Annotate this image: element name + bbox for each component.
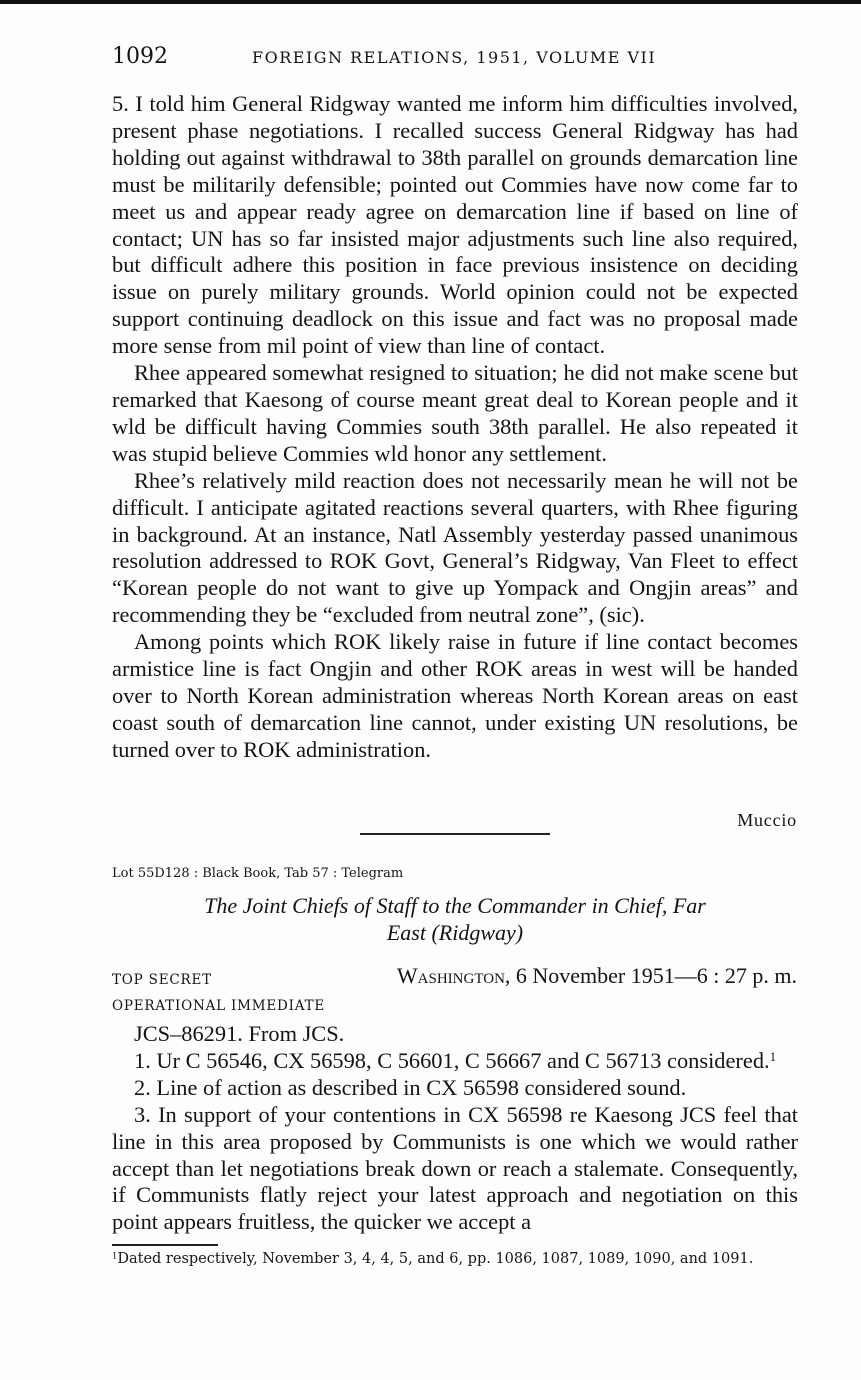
telegram-body: [112, 1021, 798, 1236]
precedence-label: OPERATIONAL IMMEDIATE: [112, 998, 326, 1014]
classification-label: TOP SECRET: [112, 972, 212, 988]
telegram-paragraph-1-text: 1. Ur C 56546, CX 56598, C 56601, C 56667 and C 56713 considered.: [134, 1047, 770, 1073]
paragraph-5: 5. I told him General Ridgway wanted me inform him difficulties involved, present phase negotiations. I recalled success General Ridgway has had holding out against withdrawal to 38th parallel on grounds demarcation line must be militarily defensible; pointed out Commies have now come far to meet us and appear ready agree on demarcation line if based on line of contact; UN has so far insisted major adjustments such line also required, but difficult adhere this position in face previous insistence on deciding issue on purely military grounds. World opinion could not be expected support continuing deadlock on this issue and fact was no proposal made more sense from mil point of view than line of contact.: [112, 91, 798, 359]
dateline-date: , 6 November 1951—6 : 27 p. m.: [504, 963, 797, 988]
source-citation: Lot 55D128 : Black Book, Tab 57 : Telegram: [112, 866, 404, 881]
dateline-place: Washington: [396, 963, 505, 988]
footnote-marker: 1: [112, 1250, 118, 1261]
footnote-reference: 1: [769, 1048, 777, 1064]
telegram-paragraph-3: 3. In support of your contentions in CX 56598 re Kaesong JCS feel that line in this area proposed by Communists is one which we would rather accept than let negotiations break down or reach a stalemate. Consequently, if Communists flatly reject your latest approach and negotiation on this point appears fruitless, the quicker we accept a: [112, 1101, 798, 1235]
document-title: [130, 892, 780, 946]
document-title-line-2: East (Ridgway): [386, 920, 524, 945]
telegram-paragraph-1: [112, 1048, 798, 1075]
page-number: 1092: [112, 44, 168, 69]
paragraph-rhee-reaction: Rhee’s relatively mild reaction does not necessarily mean he will not be difficult. I anticipate agitated reactions several quarters, with Rhee figuring in background. At an instance, Natl Assembly yesterday passed unanimous resolution addressed to ROK Govt, General’s Ridgway, Van Fleet to effect “Korean people do not want to give up Yompack and Ongjin areas” and recommending they be “excluded from neutral zone”, (sic).: [112, 467, 798, 628]
paragraph-rok-points: Among points which ROK likely raise in future if line contact becomes armistice line is fact Ongjin and other ROK areas in west will be handed over to North Korean administration whereas North Korean areas on east coast south of demarcation line cannot, under existing UN resolutions, be turned over to ROK administration.: [112, 629, 798, 762]
document-title-line-1: The Joint Chiefs of Staff to the Commander in Chief, Far: [204, 893, 706, 918]
telegram-header: JCS–86291. From JCS.: [134, 1021, 345, 1046]
running-title: FOREIGN RELATIONS, 1951, VOLUME VII: [252, 48, 657, 67]
signature: Muccio: [737, 810, 797, 830]
dateline: [397, 963, 797, 989]
upper-document-body: [112, 91, 798, 764]
section-divider: [360, 833, 550, 835]
footnote-text: Dated respectively, November 3, 4, 4, 5, and 6, pp. 1086, 1087, 1089, 1090, and 1091.: [117, 1251, 754, 1267]
footnote: [112, 1250, 798, 1269]
footnote-rule: [112, 1244, 218, 1246]
telegram-paragraph-2: 2. Line of action as described in CX 56598 considered sound.: [134, 1074, 687, 1100]
paragraph-rhee-resigned: Rhee appeared somewhat resigned to situation; he did not make scene but remarked that Kaesong of course meant great deal to Korean people and it wld be difficult having Commies south 38th parallel. He also repeated it was stupid believe Commies wld honor any settlement.: [112, 360, 798, 466]
top-border: [0, 0, 861, 4]
